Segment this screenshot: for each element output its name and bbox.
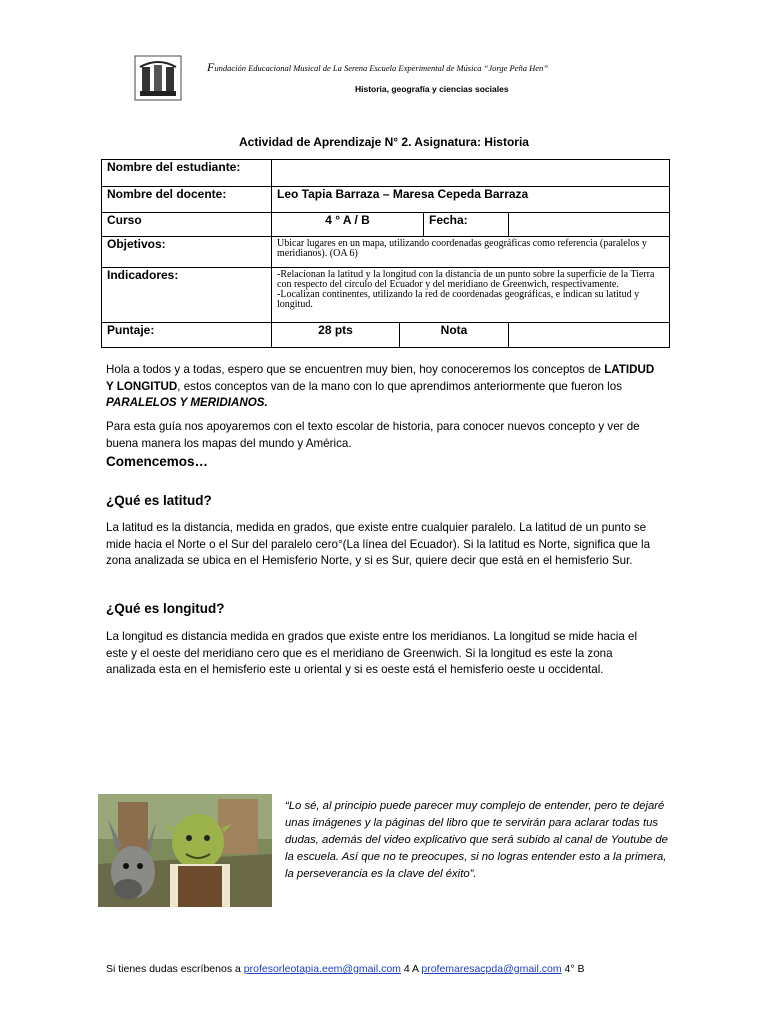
indicator-1: -Relacionan la latitud y la longitud con la distancia de un punto sobre la superficie de la Tierra con respecto del círculo del Ecuador y del meridiano de Greenwich, respectivamente. [277, 269, 655, 290]
score-value: 28 pts [272, 323, 400, 348]
school-logo [134, 55, 182, 101]
quote-text: “Lo sé, al principio puede parecer muy complejo de entender, pero te dejaré unas imágenes y la páginas del libro que te servirán para aclarar todas tus dudas, además del video explicativo que será subido al canal de Youtube de la escuela. Así que no te preocupes, si no logras entender esto a la primera, la perseverancia es la clave del éxito”. [285, 800, 668, 880]
objectives-label: Objetivos: [102, 237, 272, 268]
grade-field[interactable] [509, 323, 670, 348]
date-label: Fecha: [424, 213, 509, 237]
footer-contact: Si tienes dudas escríbenos a profesorleotapia.eem@gmail.com 4 A profemaresacpda@gmail.com 4° B [106, 963, 585, 975]
teacher-label: Nombre del docente: [102, 187, 272, 213]
grade-label: Nota [400, 323, 509, 348]
course-value: 4 ° A / B [272, 213, 424, 237]
score-label: Puntaje: [102, 323, 272, 348]
intro-paragraph: Hola a todos y a todas, espero que se encuentren muy bien, hoy conoceremos los conceptos de LATIDUD Y LONGITUD, estos conceptos van de la mano con lo que aprendimos anteriormente que fueron los PARALELOS Y MERIDIANOS. [106, 363, 655, 409]
indicators-label: Indicadores: [102, 268, 272, 323]
date-field[interactable] [509, 213, 670, 237]
page-title: Actividad de Aprendizaje N° 2. Asignatura: Historia [239, 135, 529, 149]
indicators-value [272, 268, 670, 323]
teacher-value: Leo Tapia Barraza – Maresa Cepeda Barraza [272, 187, 670, 213]
indicator-2: -Localizan continentes, utilizando la red de coordenadas geográficas, e indican su latitud y longitud. [277, 289, 640, 310]
latitude-text: La latitud es la distancia, medida en grados, que existe entre cualquier paralelo. La latitud de un punto se mide hacia el Norte o el Sur del paralelo cero°(La línea del Ecuador). Si la latitud es Norte, significa que la zona analizada se ubica en el Hemisferio Norte, y si es Sur, quiere decir que está en el hemisferio Sur. [106, 521, 651, 567]
email-link-b[interactable]: profemaresacpda@gmail.com [421, 963, 562, 975]
cartoon-characters-image [98, 794, 272, 907]
email-link-a[interactable]: profesorleotapia.eem@gmail.com [243, 963, 401, 975]
longitude-heading: ¿Qué es longitud? [106, 601, 225, 616]
objectives-value: Ubicar lugares en un mapa, utilizando coordenadas geográficas como referencia (paralelos y meridianos). (OA 6) [272, 237, 670, 268]
student-label: Nombre del estudiante: [102, 160, 272, 187]
longitude-text: La longitud es distancia medida en grados que existe entre los meridianos. La longitud se mide hacia el este y el oeste del meridiano cero que es el meridiano de Greenwich. Si la longitud es este la zona analizada esta en el hemisferio este u oriental y si es oeste está el hemisferio oeste u occidental. [106, 630, 638, 676]
info-table [101, 159, 670, 348]
student-field[interactable] [272, 160, 670, 187]
latitude-heading: ¿Qué es latitud? [106, 493, 212, 508]
start-heading: Comencemos… [106, 454, 209, 469]
institution-name: Fundación Educacional Musical de La Serena Escuela Experimental de Música “Jorge Peña Hen” [207, 60, 548, 74]
guide-paragraph: Para esta guía nos apoyaremos con el texto escolar de historia, para conocer nuevos concepto y ver de buena manera los mapas del mundo y América. [106, 420, 640, 450]
department-name: Historia, geografía y ciencias sociales [355, 84, 509, 94]
course-label: Curso [102, 213, 272, 237]
